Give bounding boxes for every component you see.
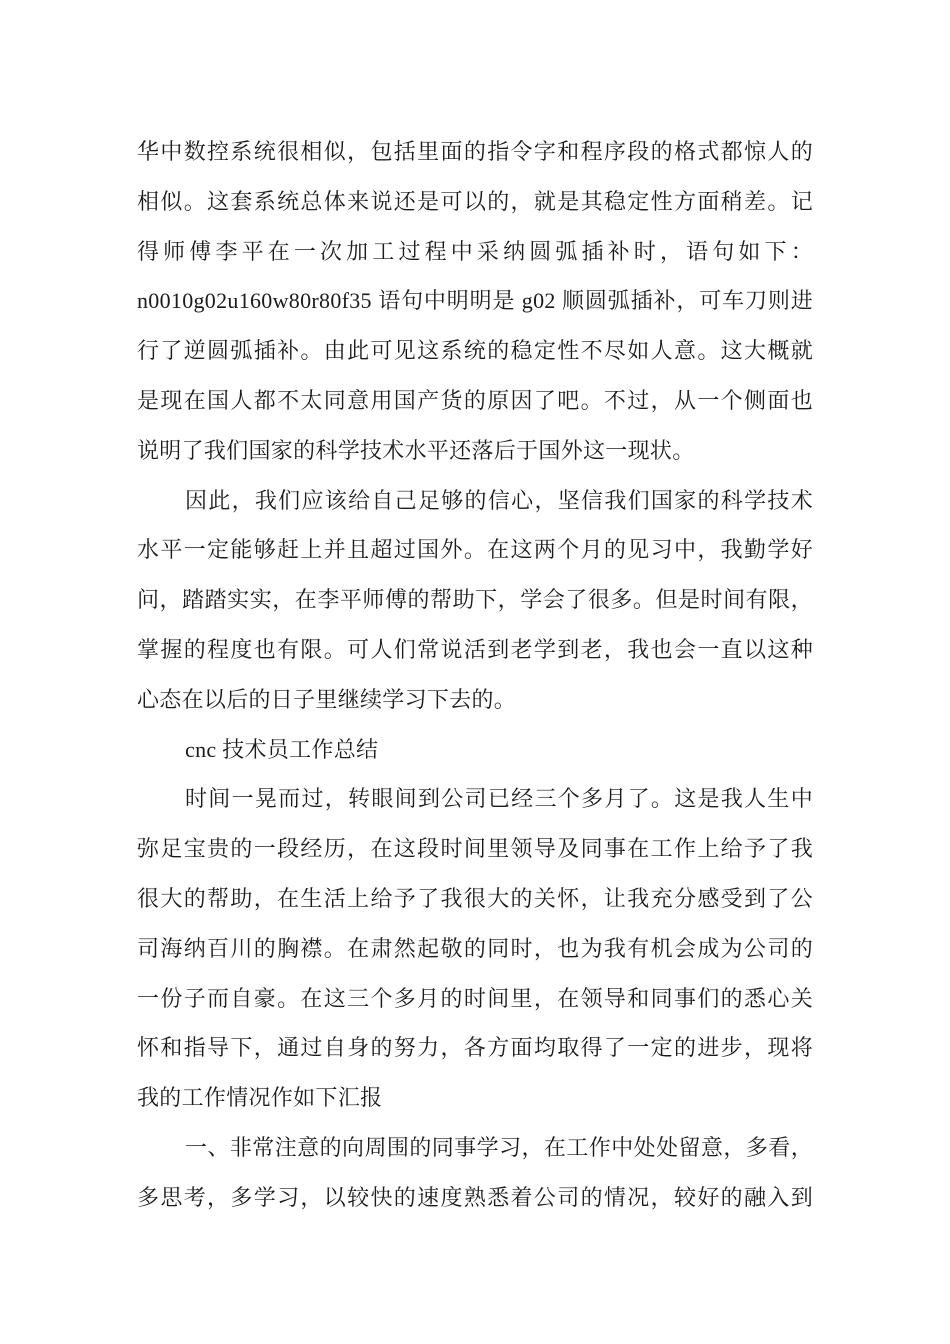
text-line: 掌握的程度也有限。可人们常说活到老学到老，我也会一直以这种 [137, 636, 813, 662]
text-line: 得师傅李平在一次加工过程中采纳圆弧插补时，语句如下： [137, 238, 813, 264]
text-line: 华中数控系统很相似，包括里面的指令字和程序段的格式都惊人的 [137, 139, 813, 164]
text-line: 心态在以后的日子里继续学习下去的。 [137, 686, 517, 712]
text-line: 一、非常注意的向周围的同事学习，在工作中处处留意，多看， [185, 1134, 813, 1160]
text-line: 一份子而自豪。在这三个多月的时间里，在领导和同事们的悉心关 [137, 985, 813, 1011]
text-line: n0010g02u160w80r80f35 语句中明明是 g02 顺圆弧插补，可车刀则进 [137, 288, 813, 314]
text-line: 行了逆圆弧插补。由此可见这系统的稳定性不尽如人意。这大概就 [137, 338, 813, 364]
text-line: 因此，我们应该给自己足够的信心，坚信我们国家的科学技术 [185, 487, 813, 513]
text-line: 时间一晃而过，转眼间到公司已经三个多月了。这是我人生中 [185, 786, 813, 812]
text-line: 是现在国人都不太同意用国产货的原因了吧。不过，从一个侧面也 [137, 387, 813, 413]
text-line: 问，踏踏实实，在李平师傅的帮助下，学会了很多。但是时间有限， [137, 587, 813, 613]
text-line: 很大的帮助，在生活上给予了我很大的关怀，让我充分感受到了公 [137, 885, 813, 911]
text-line: 说明了我们国家的科学技术水平还落后于国外这一现状。 [137, 437, 695, 463]
text-line: 相似。这套系统总体来说还是可以的，就是其稳定性方面稍差。记 [137, 188, 813, 214]
text-line: 水平一定能够赶上并且超过国外。在这两个月的见习中，我勤学好 [137, 537, 813, 563]
text-line: 怀和指导下，通过自身的努力，各方面均取得了一定的进步，现将 [137, 1035, 813, 1061]
text-line: cnc 技术员工作总结 [185, 736, 379, 762]
text-line: 多思考，多学习，以较快的速度熟悉着公司的情况，较好的融入到 [137, 1184, 813, 1210]
text-line: 司海纳百川的胸襟。在肃然起敬的同时，也为我有机会成为公司的 [137, 935, 813, 961]
text-line: 弥足宝贵的一段经历，在这段时间里领导及同事在工作上给予了我 [137, 836, 813, 862]
document-body [137, 127, 813, 1223]
text-line: 我的工作情况作如下汇报 [137, 1085, 383, 1111]
